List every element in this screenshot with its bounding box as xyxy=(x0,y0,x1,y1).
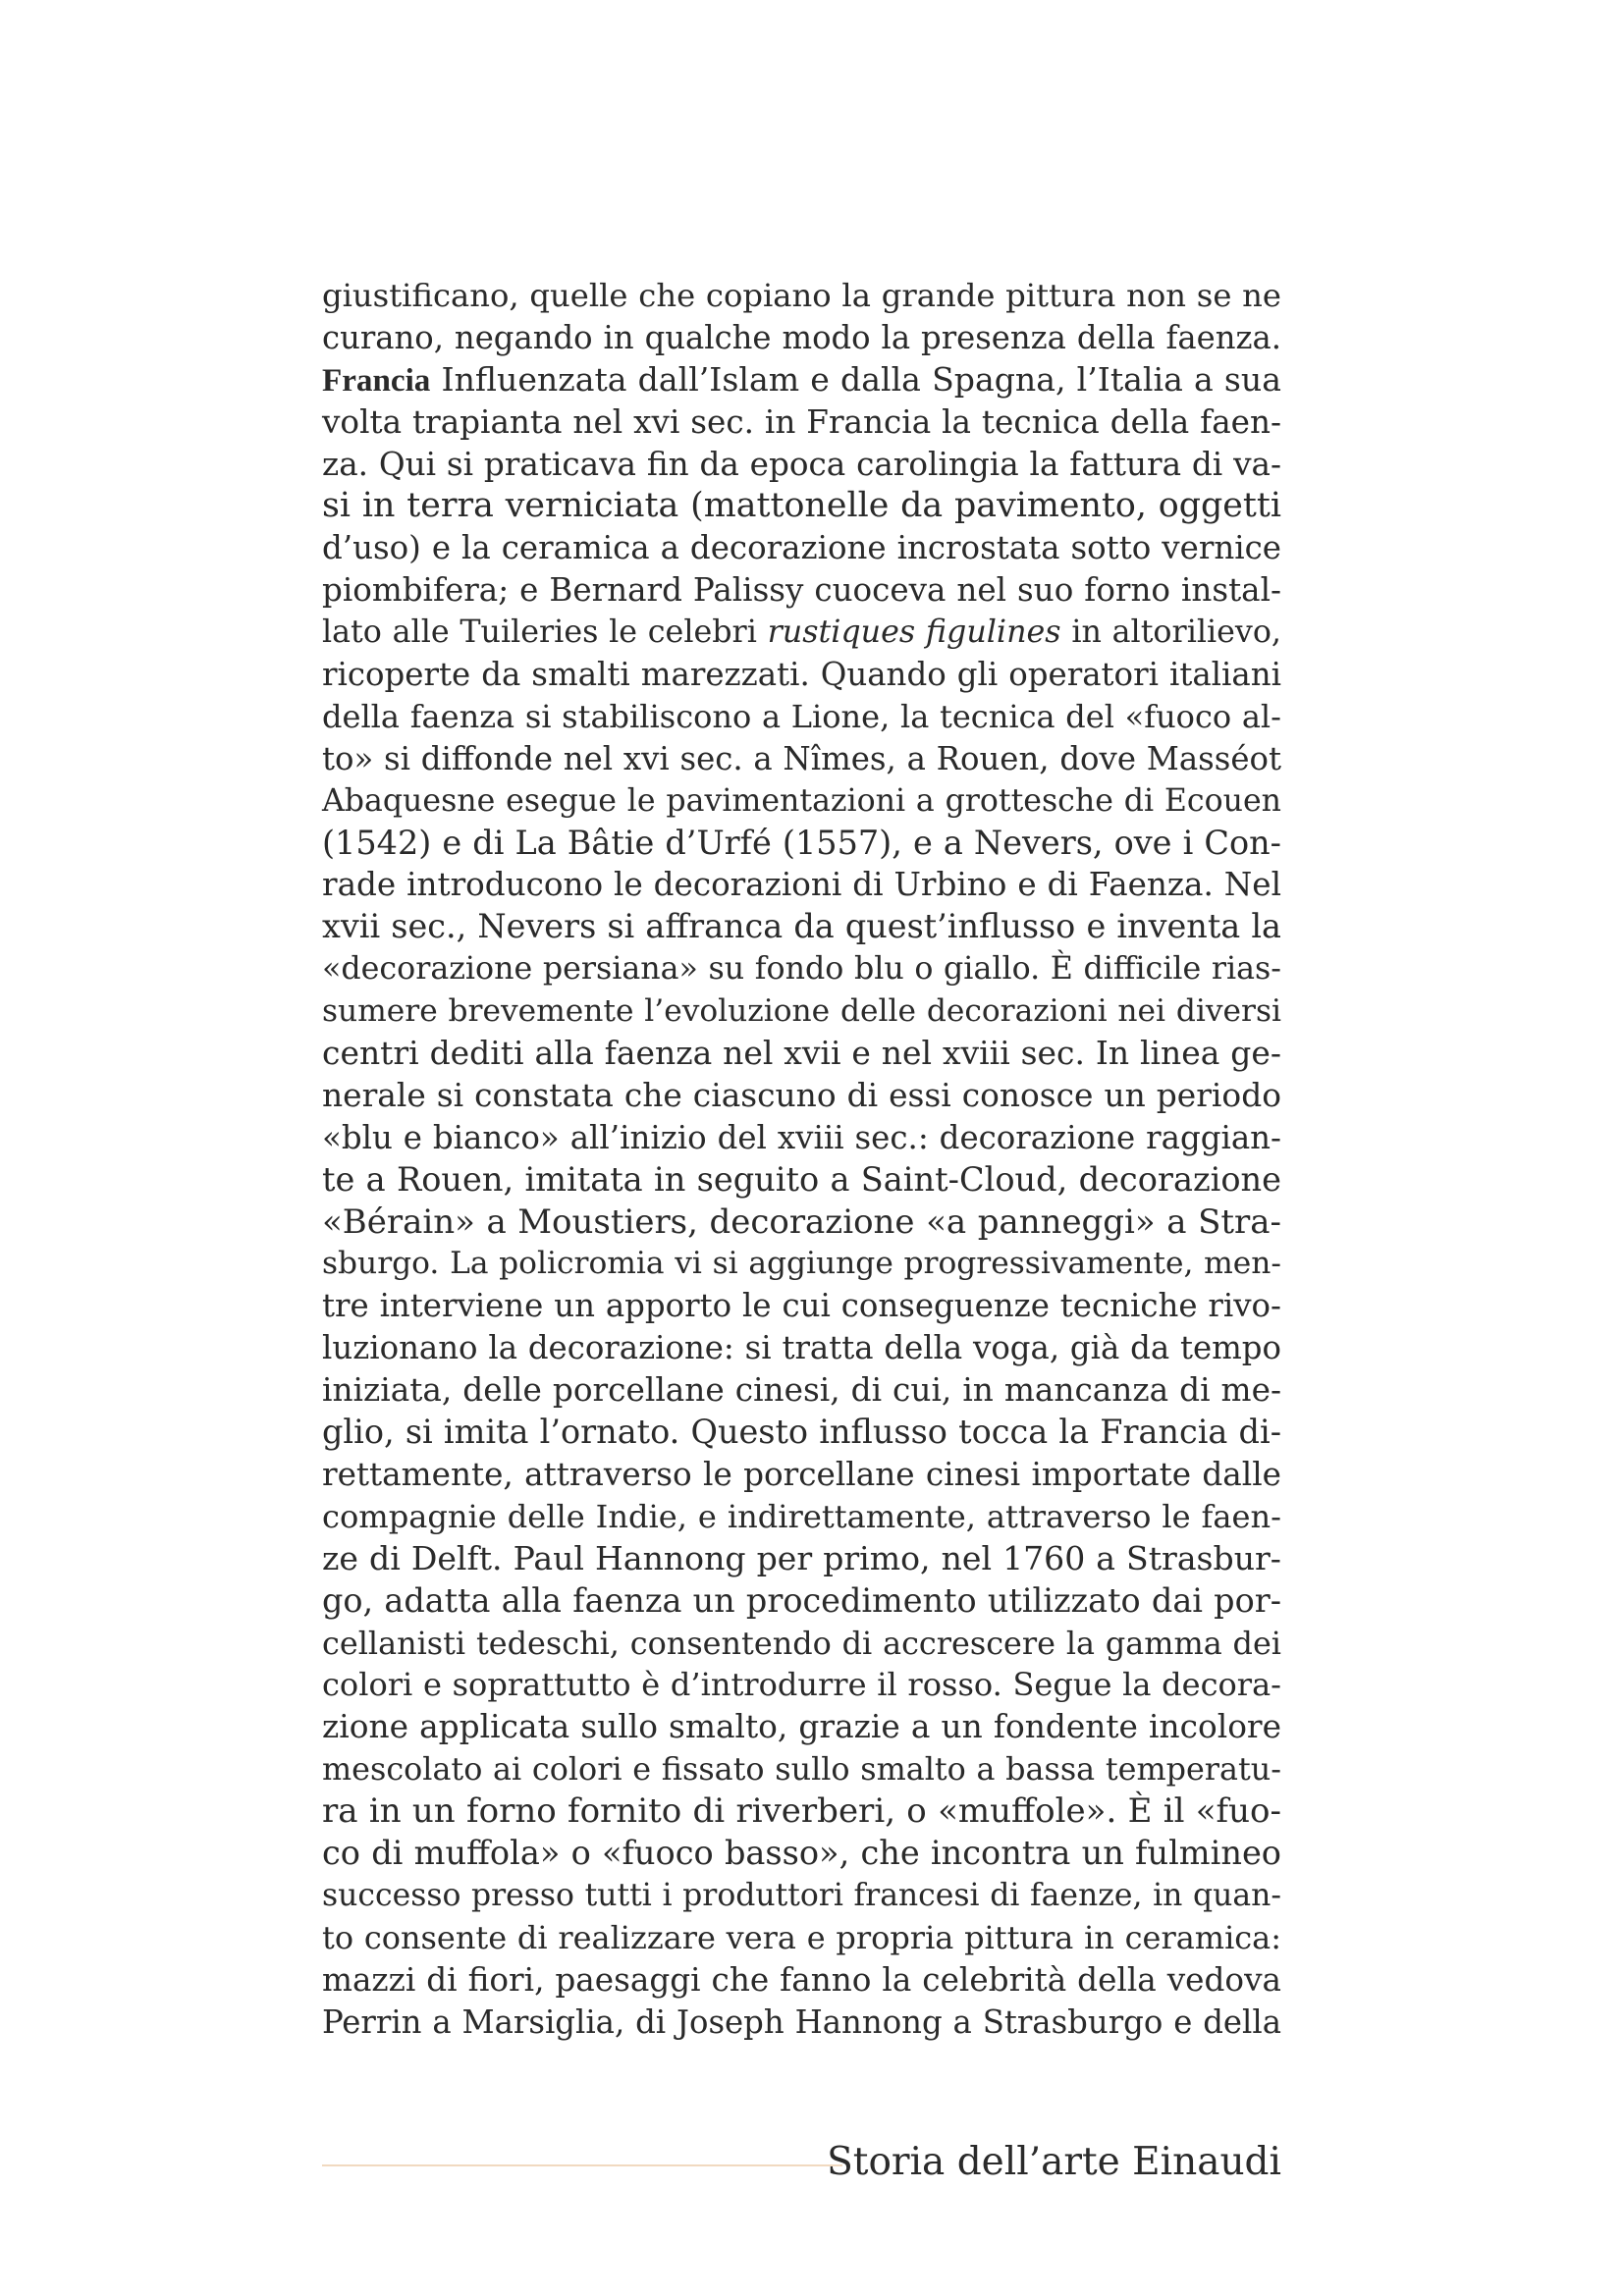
text-line: nerale si constata che ciascuno di essi conosce un periodo xyxy=(322,1076,1281,1114)
text-line: ze di Delft. Paul Hannong per primo, nel 1760 a Strasbur- xyxy=(322,1538,1281,1577)
text-line: sburgo. La policromia vi si aggiunge progressivamente, men- xyxy=(322,1246,1281,1282)
text-line: si in terra verniciata (mattonelle da pavimento, oggetti xyxy=(322,486,1281,526)
text-line: centri dediti alla faenza nel xvii e nel xviii sec. In linea ge- xyxy=(322,1034,1281,1073)
text-line: za. Qui si praticava fin da epoca carolingia la fattura di va- xyxy=(322,445,1281,483)
text-line: successo presso tutti i produttori francesi di faenze, in quan- xyxy=(322,1877,1281,1913)
italic-term: rustiques figulines xyxy=(767,614,1061,651)
text-line: «blu e bianco» all’inizio del xviii sec.: decorazione raggian- xyxy=(322,1118,1281,1156)
text-line: cellanisti tedeschi, consentendo di accrescere la gamma dei xyxy=(322,1624,1281,1662)
text-line: ra in un forno fornito di riverberi, o «muffole». È il «fuo- xyxy=(322,1791,1281,1832)
text-line: iniziata, delle porcellane cinesi, di cui, in mancanza di me- xyxy=(322,1371,1281,1410)
text-line: compagnie delle Indie, e indirettamente, attraverso le faen- xyxy=(322,1497,1281,1535)
text-line: rade introducono le decorazioni di Urbino e di Faenza. Nel xyxy=(322,866,1281,904)
text-line: giustificano, quelle che copiano la grande pittura non se ne xyxy=(322,277,1281,314)
text-line: piombifera; e Bernard Palissy cuoceva nel suo forno instal- xyxy=(322,571,1281,610)
text-line: d’uso) e la ceramica a decorazione incrostata sotto vernice xyxy=(322,529,1281,567)
page-footer xyxy=(322,2138,1281,2187)
text-span: in altorilievo, xyxy=(1060,614,1281,651)
text-line: zione applicata sullo smalto, grazie a un fondente incolore xyxy=(322,1708,1281,1746)
text-line: colori e soprattutto è d’introdurre il rosso. Segue la decora- xyxy=(322,1666,1281,1704)
text-line: «decorazione persiana» su fondo blu o giallo. È difficile rias- xyxy=(322,951,1281,988)
text-line: tre interviene un apporto le cui conseguenze tecniche rivo- xyxy=(322,1287,1281,1325)
text-line: curano, negando in qualche modo la presenza della faenza. xyxy=(322,318,1281,356)
text-line: (1542) e di La Bâtie d’Urfé (1557), e a Nevers, ove i Con- xyxy=(322,823,1281,862)
text-line: xvii sec., Nevers si affranca da quest’influsso e inventa la xyxy=(322,907,1281,946)
text-line: te a Rouen, imitata in seguito a Saint-Cloud, decorazione xyxy=(322,1159,1281,1199)
text-line: glio, si imita l’ornato. Questo influsso tocca la Francia di- xyxy=(322,1413,1281,1452)
section-heading: Francia xyxy=(322,361,431,399)
text-line xyxy=(322,612,1281,654)
text-line: mazzi di fiori, paesaggi che fanno la celebrità della vedova xyxy=(322,1960,1281,1999)
text-line xyxy=(322,359,1281,401)
text-line: sumere brevemente l’evoluzione delle decorazioni nei diversi xyxy=(322,993,1281,1030)
text-line: mescolato ai colori e fissato sullo smalto a bassa temperatu- xyxy=(322,1750,1281,1789)
text-span: lato alle Tuileries le celebri xyxy=(322,614,768,651)
text-span: Influenzata dall’Islam e dalla Spagna, l’Italia a sua xyxy=(430,359,1281,399)
text-line: Perrin a Marsiglia, di Joseph Hannong a Strasburgo e della xyxy=(322,2002,1281,2041)
text-line: Abaquesne esegue le pavimentazioni a grottesche di Ecouen xyxy=(322,782,1281,819)
text-line: co di muffola» o «fuoco basso», che incontra un fulmineo xyxy=(322,1833,1281,1872)
text-line: go, adatta alla faenza un procedimento utilizzato dai por- xyxy=(322,1580,1281,1620)
text-line: to» si diffonde nel xvi sec. a Nîmes, a Rouen, dove Masséot xyxy=(322,739,1281,777)
text-line: to consente di realizzare vera e propria pittura in ceramica: xyxy=(322,1918,1281,1956)
text-line: della faenza si stabiliscono a Lione, la tecnica del «fuoco al- xyxy=(322,697,1281,735)
text-line: rettamente, attraverso le porcellane cinesi importate dalle xyxy=(322,1455,1281,1493)
text-line: luzionano la decorazione: si tratta della voga, già da tempo xyxy=(322,1329,1281,1367)
text-line: «Bérain» a Moustiers, decorazione «a panneggi» a Stra- xyxy=(322,1201,1281,1242)
publication-title: Storia dell’arte Einaudi xyxy=(827,2140,1281,2184)
text-line: ricoperte da smalti marezzati. Quando gli operatori italiani xyxy=(322,656,1281,694)
text-line: volta trapianta nel xvi sec. in Francia la tecnica della faen- xyxy=(322,402,1281,441)
footer-rule xyxy=(322,2164,842,2166)
body-text xyxy=(322,275,1281,2043)
